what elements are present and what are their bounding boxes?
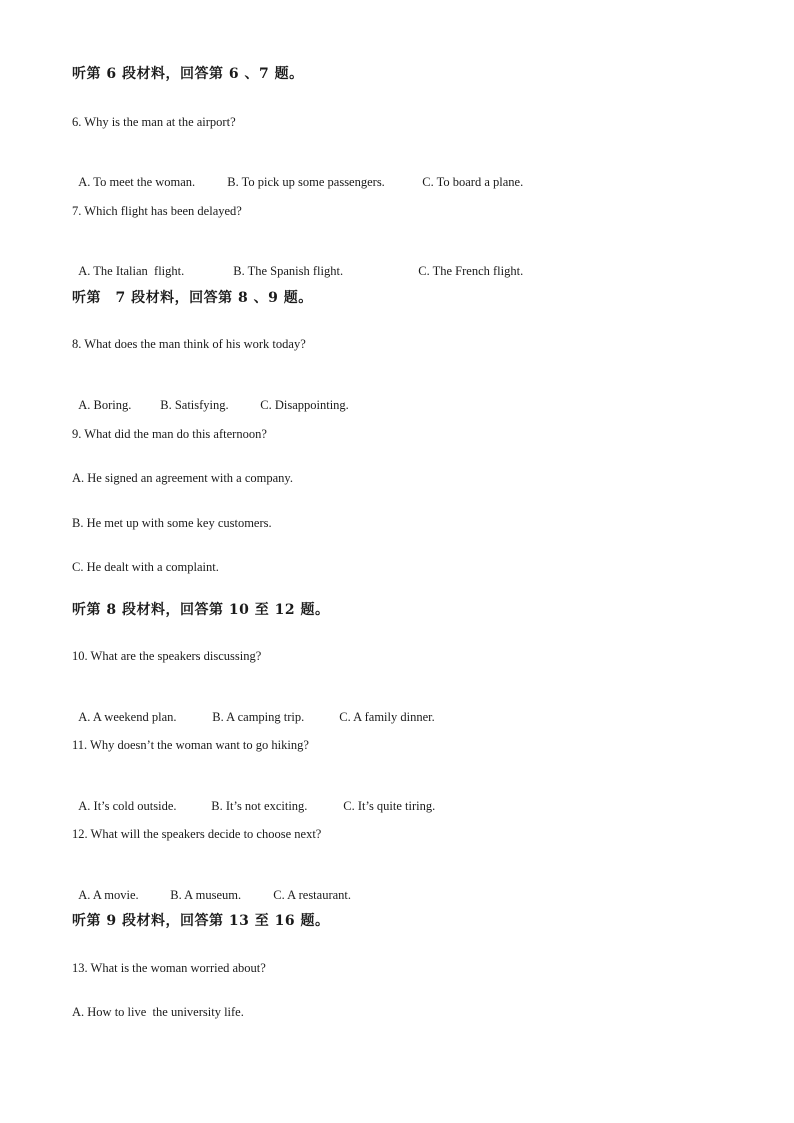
question-7: 7. Which flight has been delayed? — [72, 204, 242, 218]
options-row — [72, 782, 435, 814]
option-a: A. A movie. — [78, 888, 139, 902]
option-a: A. It’s cold outside. — [78, 799, 177, 813]
option-b: B. It’s not exciting. — [211, 799, 308, 813]
question-12: 12. What will the speakers decide to choose next? — [72, 827, 322, 841]
option-a: A. The Italian flight. — [78, 264, 185, 278]
option-c: C. Disappointing. — [260, 398, 349, 412]
option-b: B. A museum. — [170, 888, 242, 902]
question-13: 13. What is the woman worried about? — [72, 961, 266, 975]
option-b: B. Satisfying. — [160, 398, 229, 412]
question-10: 10. What are the speakers discussing? — [72, 649, 262, 663]
section-heading: 听第 9 段材料，回答第 13 至 16 题。 — [72, 913, 330, 929]
option-c: C. It’s quite tiring. — [343, 799, 436, 813]
question-8: 8. What does the man think of his work today? — [72, 337, 306, 351]
question-6: 6. Why is the man at the airport? — [72, 115, 236, 129]
option-a: A. He signed an agreement with a company. — [72, 471, 293, 485]
options-row — [72, 158, 523, 190]
option-c: C. To board a plane. — [422, 175, 524, 189]
options-row — [72, 693, 435, 725]
option-c: C. A restaurant. — [273, 888, 352, 902]
option-c: C. The French flight. — [418, 264, 524, 278]
option-b: B. To pick up some passengers. — [227, 175, 385, 189]
section-heading: 听第 7 段材料，回答第 8 、9 题。 — [72, 290, 313, 306]
option-b: B. A camping trip. — [212, 710, 305, 724]
option-b: B. He met up with some key customers. — [72, 516, 272, 530]
option-a: A. A weekend plan. — [78, 710, 177, 724]
section-heading: 听第 8 段材料，回答第 10 至 12 题。 — [72, 602, 330, 618]
option-b: B. The Spanish flight. — [233, 264, 344, 278]
option-a: A. To meet the woman. — [78, 175, 196, 189]
options-row — [72, 381, 349, 413]
option-c: C. He dealt with a complaint. — [72, 560, 219, 574]
option-c: C. A family dinner. — [339, 710, 435, 724]
question-9: 9. What did the man do this afternoon? — [72, 427, 267, 441]
section-heading: 听第 6 段材料，回答第 6 、7 题。 — [72, 66, 304, 82]
options-row — [72, 247, 523, 279]
options-row — [72, 871, 351, 903]
option-a: A. Boring. — [78, 398, 132, 412]
question-11: 11. Why doesn’t the woman want to go hiking? — [72, 738, 309, 752]
option-a: A. How to live the university life. — [72, 1005, 244, 1019]
